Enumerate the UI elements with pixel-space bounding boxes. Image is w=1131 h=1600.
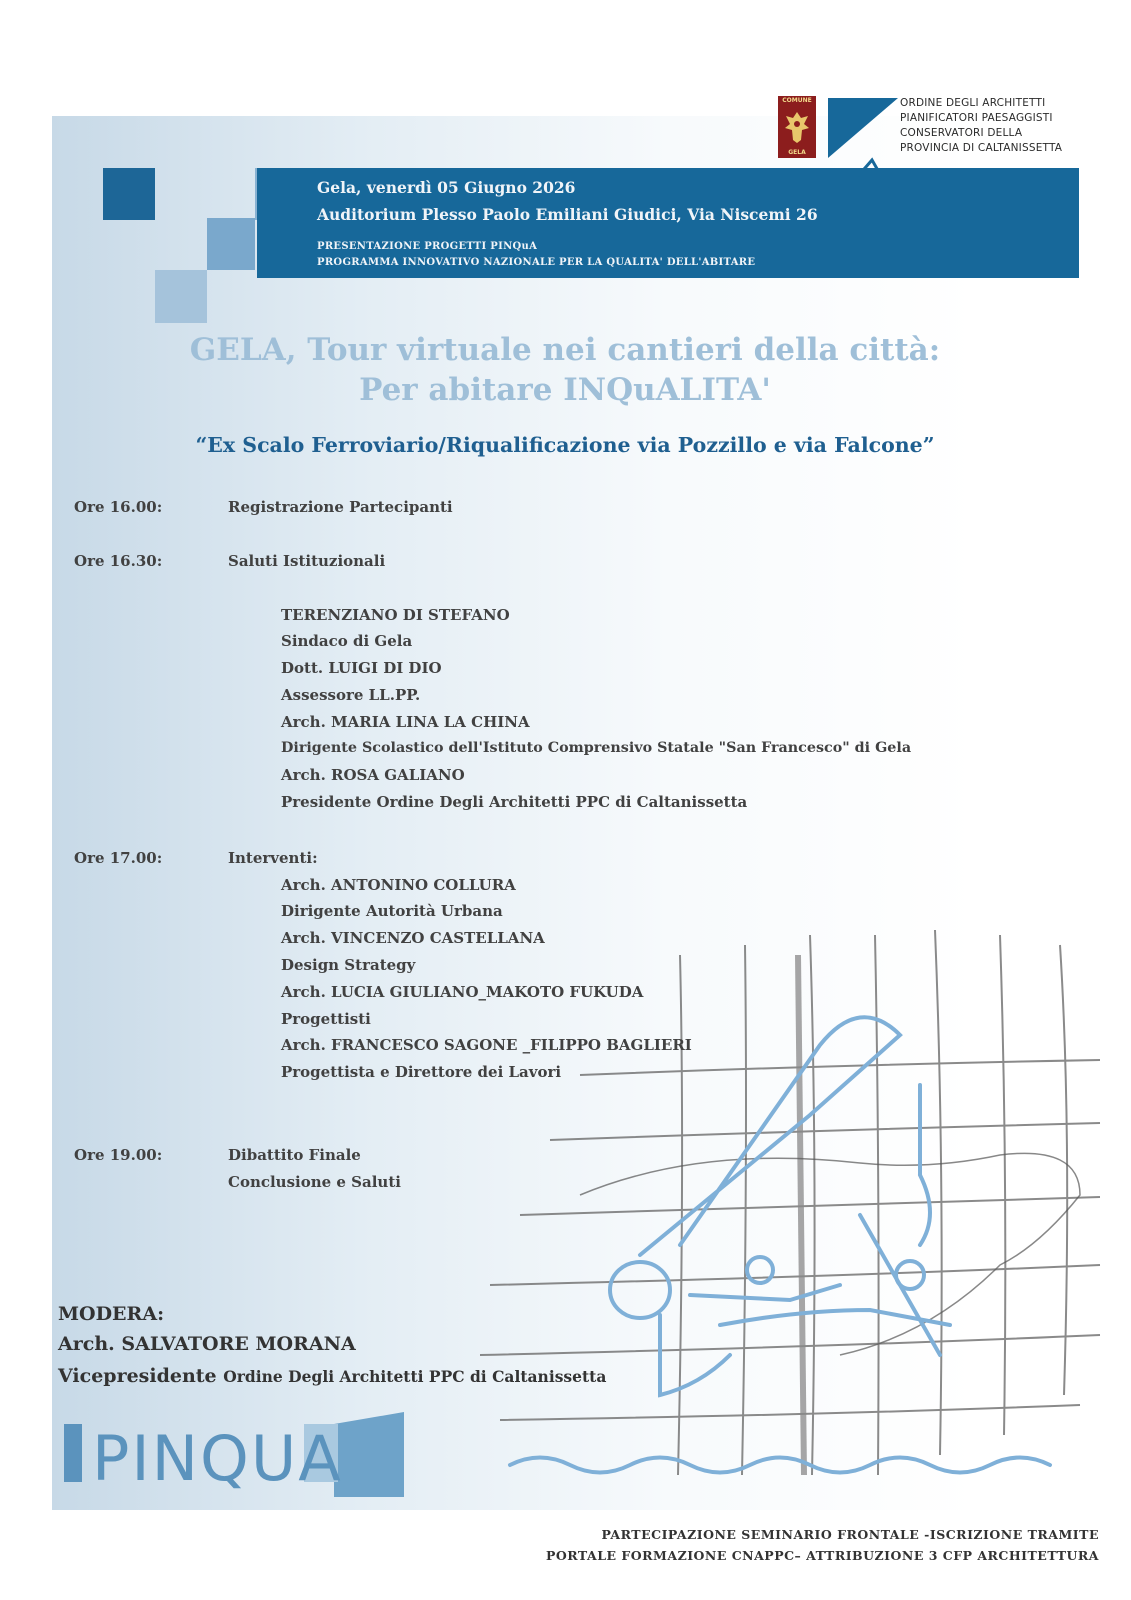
ordine-line: PROVINCIA DI CALTANISSETTA <box>900 142 1063 154</box>
program-time: Ore 19.00: <box>74 1146 163 1164</box>
decor-square <box>155 270 207 323</box>
moderator-role <box>58 1365 606 1387</box>
speaker-line: Arch. FRANCESCO SAGONE _FILIPPO BAGLIERI <box>281 1036 692 1054</box>
comune-gela-logo <box>778 96 816 158</box>
main-title-line-2: Per abitare INQuALITA' <box>359 372 771 408</box>
speaker-line: Presidente Ordine Degli Architetti PPC di Caltanissetta <box>281 793 748 811</box>
decor-square <box>207 218 255 270</box>
speaker-line: Arch. LUCIA GIULIANO_MAKOTO FUKUDA <box>281 983 644 1001</box>
speaker-line: Arch. ANTONINO COLLURA <box>281 876 516 894</box>
ordine-line: PIANIFICATORI PAESAGGISTI <box>900 112 1053 124</box>
speaker-line: Arch. VINCENZO CASTELLANA <box>281 929 545 947</box>
event-program-line: PROGRAMMA INNOVATIVO NAZIONALE PER LA QUALITA' DELL'ABITARE <box>317 257 756 268</box>
program-label: Saluti Istituzionali <box>228 552 386 570</box>
pinqua-logo <box>64 1412 404 1497</box>
event-info-bar <box>257 168 1079 278</box>
pinqua-logo-text: PINQUA <box>92 1422 343 1495</box>
event-presentation-line: PRESENTAZIONE PROGETTI PINQuA <box>317 241 538 252</box>
event-subtitle: “Ex Scalo Ferroviario/Riqualificazione via Pozzillo e via Falcone” <box>195 433 935 457</box>
program-label: Interventi: <box>228 849 318 867</box>
speaker-line: Design Strategy <box>281 956 416 974</box>
moderator-role-rest: Ordine Degli Architetti PPC di Caltanissetta <box>223 1367 607 1386</box>
program-label: Registrazione Partecipanti <box>228 498 453 516</box>
program-label: Dibattito Finale <box>228 1146 361 1164</box>
program-time: Ore 17.00: <box>74 849 163 867</box>
comune-logo-bottom-text: GELA <box>788 149 806 156</box>
speaker-line: TERENZIANO DI STEFANO <box>281 606 510 624</box>
event-date: Gela, venerdì 05 Giugno 2026 <box>317 178 576 197</box>
ordine-line: ORDINE DEGLI ARCHITETTI <box>900 97 1046 109</box>
comune-logo-top-text: COMUNE <box>782 97 812 104</box>
speaker-line: Progettisti <box>281 1010 371 1028</box>
program-label: Conclusione e Saluti <box>228 1173 401 1191</box>
eagle-crest-icon <box>784 110 810 144</box>
speaker-line: Dirigente Scolastico dell'Istituto Comprensivo Statale "San Francesco" di Gela <box>281 740 912 756</box>
ordine-architetti-logo-icon <box>828 98 898 188</box>
ordine-line: CONSERVATORI DELLA <box>900 127 1023 139</box>
event-venue: Auditorium Plesso Paolo Emiliani Giudici, Via Niscemi 26 <box>317 205 818 224</box>
speaker-line: Arch. MARIA LINA LA CHINA <box>281 713 530 731</box>
program-time: Ore 16.00: <box>74 498 163 516</box>
ordine-architetti-name <box>900 96 1080 156</box>
speaker-line: Assessore LL.PP. <box>281 686 421 704</box>
footer-participation: PARTECIPAZIONE SEMINARIO FRONTALE -ISCRIZIONE TRAMITE <box>601 1527 1099 1542</box>
speaker-line: Sindaco di Gela <box>281 632 413 650</box>
speaker-line: Dott. LUIGI DI DIO <box>281 659 442 677</box>
footer-credits: PORTALE FORMAZIONE CNAPPC– ATTRIBUZIONE 3 CFP ARCHITETTURA <box>545 1548 1099 1563</box>
speaker-line: Arch. ROSA GALIANO <box>281 766 465 784</box>
main-title-line-1: GELA, Tour virtuale nei cantieri della città: <box>189 332 941 368</box>
moderator-heading: MODERA: <box>58 1303 165 1325</box>
program-time: Ore 16.30: <box>74 552 163 570</box>
speaker-line: Progettista e Direttore dei Lavori <box>281 1063 562 1081</box>
speaker-line: Dirigente Autorità Urbana <box>281 902 503 920</box>
decor-square <box>103 168 155 220</box>
site-sketch-illustration <box>480 915 1120 1515</box>
moderator-role-prefix: Vicepresidente <box>58 1365 217 1387</box>
moderator-name: Arch. SALVATORE MORANA <box>58 1333 356 1355</box>
